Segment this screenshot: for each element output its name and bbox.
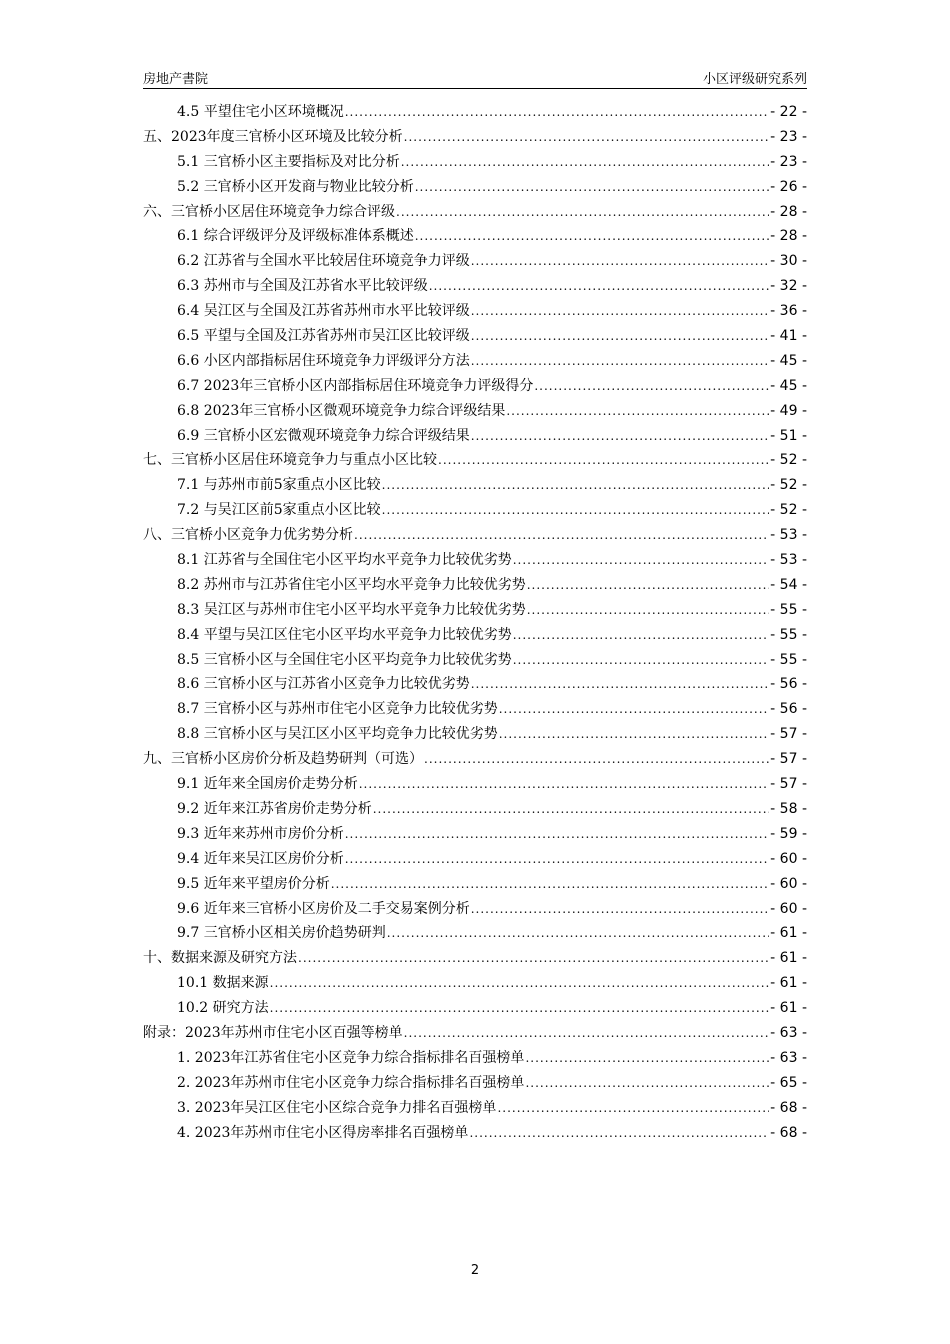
toc-entry-title: 8.1 江苏省与全国住宅小区平均水平竞争力比较优劣势 xyxy=(177,552,512,569)
toc-entry-page: - 61 - xyxy=(770,950,807,967)
dot-leader xyxy=(471,672,769,697)
dot-leader xyxy=(415,224,769,249)
toc-entry-page: - 68 - xyxy=(770,1099,807,1116)
toc-section-entry[interactable] xyxy=(143,623,807,648)
dot-leader xyxy=(429,274,769,299)
toc-entry-page: - 28 - xyxy=(770,203,807,220)
toc-entry-title: 十、数据来源及研究方法 xyxy=(143,950,297,967)
toc-entry-page: - 45 - xyxy=(770,377,807,394)
toc-entry-page: - 65 - xyxy=(770,1074,807,1091)
dot-leader xyxy=(415,175,769,200)
dot-leader xyxy=(345,822,769,847)
dot-leader xyxy=(471,324,769,349)
dot-leader xyxy=(506,399,769,424)
toc-entry-title: 六、三官桥小区居住环境竞争力综合评级 xyxy=(143,203,395,220)
toc-section-entry[interactable] xyxy=(143,1121,807,1146)
toc-entry-title: 1. 2023年江苏省住宅小区竞争力综合指标排名百强榜单 xyxy=(177,1049,525,1066)
toc-chapter-entry[interactable] xyxy=(143,1021,807,1046)
toc-entry-page: - 55 - xyxy=(770,626,807,643)
toc-entry-title: 6.7 2023年三官桥小区内部指标居住环境竞争力评级得分 xyxy=(177,377,534,394)
toc-entry-page: - 57 - xyxy=(770,751,807,768)
table-of-contents xyxy=(143,100,807,1145)
toc-entry-title: 9.7 三官桥小区相关房价趋势研判 xyxy=(177,925,386,942)
toc-entry-page: - 23 - xyxy=(770,153,807,170)
toc-entry-title: 5.2 三官桥小区开发商与物业比较分析 xyxy=(177,178,414,195)
toc-section-entry[interactable] xyxy=(143,996,807,1021)
toc-section-entry[interactable] xyxy=(143,573,807,598)
dot-leader xyxy=(525,1046,769,1071)
dot-leader xyxy=(471,424,769,449)
toc-section-entry[interactable] xyxy=(143,598,807,623)
page-header xyxy=(143,68,807,88)
toc-entry-page: - 58 - xyxy=(770,800,807,817)
toc-entry-page: - 59 - xyxy=(770,825,807,842)
toc-section-entry[interactable] xyxy=(143,722,807,747)
dot-leader xyxy=(527,573,769,598)
toc-section-entry[interactable] xyxy=(143,374,807,399)
toc-entry-title: 6.1 综合评级评分及评级标准体系概述 xyxy=(177,228,414,245)
dot-leader xyxy=(401,150,769,175)
toc-entry-title: 10.1 数据来源 xyxy=(177,975,269,992)
toc-section-entry[interactable] xyxy=(143,548,807,573)
toc-section-entry[interactable] xyxy=(143,324,807,349)
toc-section-entry[interactable] xyxy=(143,872,807,897)
dot-leader xyxy=(382,473,770,498)
toc-entry-page: - 60 - xyxy=(770,875,807,892)
toc-entry-page: - 60 - xyxy=(770,850,807,867)
toc-entry-page: - 23 - xyxy=(770,128,807,145)
dot-leader xyxy=(382,498,770,523)
dot-leader xyxy=(471,349,769,374)
toc-section-entry[interactable] xyxy=(143,249,807,274)
toc-entry-title: 七、三官桥小区居住环境竞争力与重点小区比较 xyxy=(143,452,437,469)
toc-entry-title: 3. 2023年吴江区住宅小区综合竞争力排名百强榜单 xyxy=(177,1099,497,1116)
dot-leader xyxy=(345,847,769,872)
dot-leader xyxy=(404,125,770,150)
toc-entry-page: - 41 - xyxy=(770,328,807,345)
toc-chapter-entry[interactable] xyxy=(143,747,807,772)
toc-chapter-entry[interactable] xyxy=(143,523,807,548)
toc-section-entry[interactable] xyxy=(143,971,807,996)
dot-leader xyxy=(513,648,769,673)
dot-leader xyxy=(527,598,769,623)
toc-entry-page: - 54 - xyxy=(770,576,807,593)
toc-entry-page: - 55 - xyxy=(770,651,807,668)
toc-entry-title: 6.6 小区内部指标居住环境竞争力评级评分方法 xyxy=(177,352,470,369)
toc-section-entry[interactable] xyxy=(143,772,807,797)
dot-leader xyxy=(471,299,769,324)
toc-entry-page: - 61 - xyxy=(770,1000,807,1017)
toc-entry-title: 9.2 近年来江苏省房价走势分析 xyxy=(177,800,372,817)
toc-section-entry[interactable] xyxy=(143,897,807,922)
toc-section-entry[interactable] xyxy=(143,822,807,847)
dot-leader xyxy=(270,971,770,996)
toc-entry-page: - 61 - xyxy=(770,975,807,992)
toc-entry-page: - 63 - xyxy=(770,1049,807,1066)
toc-entry-title: 附录：2023年苏州市住宅小区百强等榜单 xyxy=(143,1024,403,1041)
dot-leader xyxy=(534,374,769,399)
toc-entry-page: - 61 - xyxy=(770,925,807,942)
toc-section-entry[interactable] xyxy=(143,797,807,822)
toc-entry-title: 6.2 江苏省与全国水平比较居住环境竞争力评级 xyxy=(177,253,470,270)
toc-section-entry[interactable] xyxy=(143,672,807,697)
dot-leader xyxy=(359,772,769,797)
toc-entry-title: 7.1 与苏州市前5家重点小区比较 xyxy=(177,477,381,494)
dot-leader xyxy=(469,1121,769,1146)
dot-leader xyxy=(499,697,769,722)
toc-entry-title: 4. 2023年苏州市住宅小区得房率排名百强榜单 xyxy=(177,1124,469,1141)
toc-entry-page: - 52 - xyxy=(770,477,807,494)
dot-leader xyxy=(471,897,769,922)
toc-entry-page: - 32 - xyxy=(770,278,807,295)
toc-entry-page: - 52 - xyxy=(770,502,807,519)
toc-section-entry[interactable] xyxy=(143,1046,807,1071)
dot-leader xyxy=(354,523,769,548)
dot-leader xyxy=(404,1021,770,1046)
dot-leader xyxy=(513,548,769,573)
toc-entry-page: - 60 - xyxy=(770,900,807,917)
toc-entry-title: 6.9 三官桥小区宏微观环境竞争力综合评级结果 xyxy=(177,427,470,444)
toc-entry-title: 八、三官桥小区竞争力优劣势分析 xyxy=(143,527,353,544)
dot-leader xyxy=(298,946,769,971)
toc-entry-title: 8.7 三官桥小区与苏州市住宅小区竞争力比较优劣势 xyxy=(177,701,498,718)
toc-entry-title: 9.3 近年来苏州市房价分析 xyxy=(177,825,344,842)
toc-entry-page: - 68 - xyxy=(770,1124,807,1141)
toc-section-entry[interactable] xyxy=(143,274,807,299)
toc-entry-title: 5.1 三官桥小区主要指标及对比分析 xyxy=(177,153,400,170)
toc-entry-title: 2. 2023年苏州市住宅小区竞争力综合指标排名百强榜单 xyxy=(177,1074,525,1091)
toc-entry-title: 10.2 研究方法 xyxy=(177,1000,269,1017)
toc-chapter-entry[interactable] xyxy=(143,200,807,225)
toc-section-entry[interactable] xyxy=(143,399,807,424)
dot-leader xyxy=(396,200,769,225)
toc-entry-title: 6.4 吴江区与全国及江苏省苏州市水平比较评级 xyxy=(177,303,470,320)
toc-entry-title: 8.2 苏州市与江苏省住宅小区平均水平竞争力比较优劣势 xyxy=(177,576,526,593)
toc-entry-page: - 55 - xyxy=(770,601,807,618)
toc-section-entry[interactable] xyxy=(143,1096,807,1121)
dot-leader xyxy=(499,722,769,747)
toc-entry-title: 8.3 吴江区与苏州市住宅小区平均水平竞争力比较优劣势 xyxy=(177,601,526,618)
toc-entry-page: - 56 - xyxy=(770,676,807,693)
toc-entry-title: 九、三官桥小区房价分析及趋势研判（可选） xyxy=(143,751,423,768)
toc-entry-page: - 51 - xyxy=(770,427,807,444)
toc-entry-title: 9.6 近年来三官桥小区房价及二手交易案例分析 xyxy=(177,900,470,917)
toc-entry-title: 8.6 三官桥小区与江苏省小区竞争力比较优劣势 xyxy=(177,676,470,693)
toc-entry-title: 6.5 平望与全国及江苏省苏州市吴江区比较评级 xyxy=(177,328,470,345)
dot-leader xyxy=(471,249,769,274)
toc-section-entry[interactable] xyxy=(143,1071,807,1096)
toc-section-entry[interactable] xyxy=(143,175,807,200)
toc-section-entry[interactable] xyxy=(143,921,807,946)
dot-leader xyxy=(373,797,769,822)
dot-leader xyxy=(270,996,770,1021)
toc-entry-page: - 57 - xyxy=(770,726,807,743)
page-number: 2 xyxy=(470,1263,480,1278)
dot-leader xyxy=(331,872,769,897)
toc-entry-title: 9.1 近年来全国房价走势分析 xyxy=(177,776,358,793)
toc-entry-page: - 30 - xyxy=(770,253,807,270)
toc-section-entry[interactable] xyxy=(143,150,807,175)
toc-entry-title: 9.5 近年来平望房价分析 xyxy=(177,875,330,892)
toc-entry-page: - 45 - xyxy=(770,352,807,369)
dot-leader xyxy=(497,1096,769,1121)
toc-entry-page: - 26 - xyxy=(770,178,807,195)
toc-entry-title: 6.8 2023年三官桥小区微观环境竞争力综合评级结果 xyxy=(177,402,506,419)
dot-leader xyxy=(387,921,769,946)
toc-entry-page: - 52 - xyxy=(770,452,807,469)
toc-entry-page: - 49 - xyxy=(770,402,807,419)
toc-entry-page: - 53 - xyxy=(770,527,807,544)
toc-entry-page: - 36 - xyxy=(770,303,807,320)
toc-entry-title: 9.4 近年来吴江区房价分析 xyxy=(177,850,344,867)
toc-entry-title: 8.4 平望与吴江区住宅小区平均水平竞争力比较优劣势 xyxy=(177,626,512,643)
dot-leader xyxy=(513,623,769,648)
toc-chapter-entry[interactable] xyxy=(143,448,807,473)
header-publisher: 房地产書院 xyxy=(143,72,209,87)
toc-entry-title: 五、2023年度三官桥小区环境及比较分析 xyxy=(143,128,403,145)
toc-entry-title: 6.3 苏州市与全国及江苏省水平比较评级 xyxy=(177,278,428,295)
toc-section-entry[interactable] xyxy=(143,697,807,722)
dot-leader xyxy=(345,100,769,125)
toc-entry-title: 7.2 与吴江区前5家重点小区比较 xyxy=(177,502,381,519)
toc-section-entry[interactable] xyxy=(143,473,807,498)
toc-section-entry[interactable] xyxy=(143,648,807,673)
dot-leader xyxy=(424,747,769,772)
toc-section-entry[interactable] xyxy=(143,498,807,523)
toc-entry-title: 8.8 三官桥小区与吴江区小区平均竞争力比较优劣势 xyxy=(177,726,498,743)
toc-chapter-entry[interactable] xyxy=(143,125,807,150)
header-series-title: 小区评级研究系列 xyxy=(702,72,807,87)
toc-section-entry[interactable] xyxy=(143,299,807,324)
toc-entry-page: - 22 - xyxy=(770,104,807,120)
dot-leader xyxy=(438,448,769,473)
dot-leader xyxy=(525,1071,769,1096)
toc-section-entry[interactable] xyxy=(143,349,807,374)
toc-section-entry[interactable] xyxy=(143,224,807,249)
toc-entry-page: - 53 - xyxy=(770,552,807,569)
toc-section-entry[interactable] xyxy=(143,424,807,449)
toc-entry-title: 4.5 平望住宅小区环境概况 xyxy=(177,104,344,120)
header-divider xyxy=(143,88,807,89)
toc-entry-page: - 28 - xyxy=(770,228,807,245)
toc-entry-page: - 57 - xyxy=(770,776,807,793)
toc-entry-title: 8.5 三官桥小区与全国住宅小区平均竞争力比较优劣势 xyxy=(177,651,512,668)
toc-section-entry[interactable] xyxy=(143,100,807,125)
toc-entry-page: - 56 - xyxy=(770,701,807,718)
toc-section-entry[interactable] xyxy=(143,847,807,872)
toc-entry-page: - 63 - xyxy=(770,1024,807,1041)
toc-chapter-entry[interactable] xyxy=(143,946,807,971)
